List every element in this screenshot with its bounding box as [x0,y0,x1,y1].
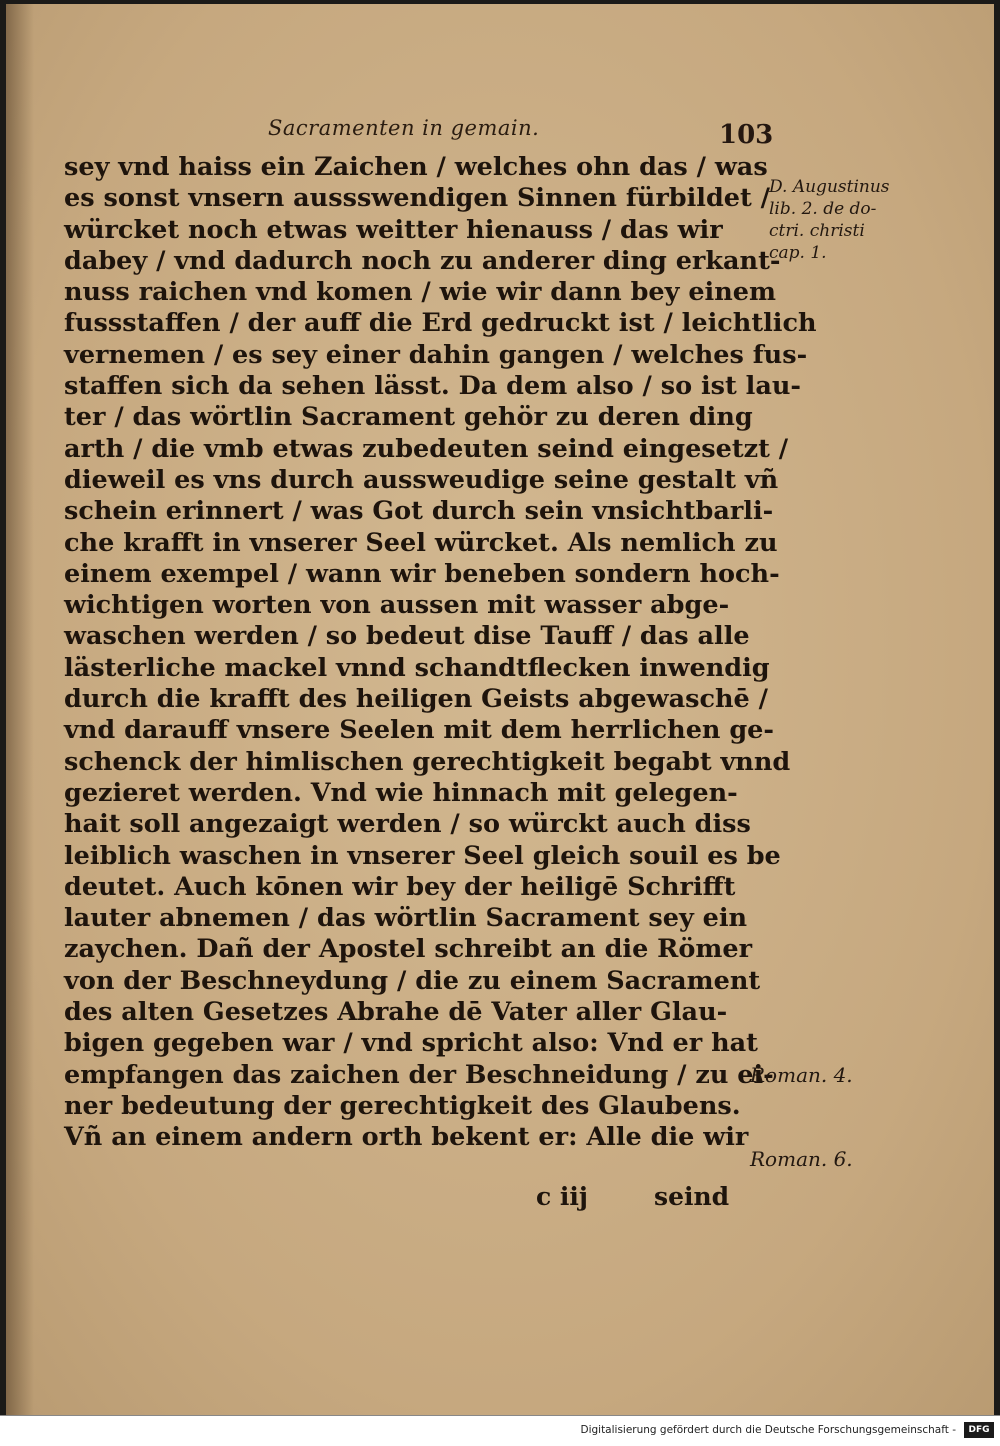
text-line: waschen werden / so bedeut dise Tauff / das alle [64,621,750,652]
text-line: zaychen. Dañ der Apostel schreibt an die Römer [64,934,753,965]
text-line: ter / das wörtlin Sacrament gehör zu deren ding [64,402,753,433]
text-line: leiblich waschen in vnserer Seel gleich souil es be [64,840,781,871]
page-number: 103 [719,120,774,150]
text-line: Vñ an einem andern orth bekent er: Alle die wir [64,1122,749,1153]
text-line: würcket noch etwas weitter hienauss / das wir [64,214,723,245]
text-line: durch die krafft des heiligen Geists abgewaschē / [64,684,768,715]
text-line: empfangen das zaichen der Beschneidung / zu ei- [64,1059,774,1090]
text-line: lästerliche mackel vnnd schandtflecken inwendig [64,652,770,683]
dfg-logo: DFG [964,1422,994,1438]
book-page [6,4,994,1416]
margin-note-line: D. Augustinus [769,177,890,197]
text-line: vnd darauff vnsere Seelen mit dem herrlichen ge- [64,715,774,746]
text-line: bigen gegeben war / vnd spricht also: Vnd er hat [64,1028,758,1059]
text-line: deutet. Auch kōnen wir bey der heiligē Schrifft [64,871,736,902]
text-line: sey vnd haiss ein Zaichen / welches ohn das / was [64,152,768,182]
text-line: lauter abnemen / das wörtlin Sacrament sey ein [64,903,748,934]
text-line: dabey / vnd dadurch noch zu anderer ding erkant- [64,245,781,276]
text-line: schenck der himlischen gerechtigkeit begabt vnnd [64,746,791,777]
margin-note-roman6: Roman. 6. [750,1147,853,1171]
text-line: schein erinnert / was Got durch sein vnsichtbarli- [64,496,774,527]
funding-credit: Digitalisierung gefördert durch die Deutsche Forschungsgemeinschaft - [580,1424,956,1436]
catchword: seind [654,1182,730,1211]
text-line: staffen sich da sehen lässt. Da dem also / so ist lau- [64,371,802,402]
margin-note-line: ctri. christi [769,221,865,241]
margin-note-augustinus [769,176,939,264]
text-line: ner bedeutung der gerechtigkeit des Glaubens. [64,1090,741,1121]
text-line: von der Beschneydung / die zu einem Sacrament [64,965,761,996]
signature-mark: c iij [536,1182,588,1211]
text-line: wichtigen worten von aussen mit wasser abge- [64,590,730,621]
footer-bar [0,1415,1000,1446]
text-line: dieweil es vns durch aussweudige seine gestalt vñ [64,464,779,495]
text-line: fussstaffen / der auff die Erd gedruckt ist / leichtlich [64,308,817,339]
text-line: hait soll angezaigt werden / so würckt auch diss [64,809,751,840]
margin-note-line: lib. 2. de do- [769,199,877,219]
margin-note-roman4: Roman. 4. [750,1063,853,1087]
margin-note-line: cap. 1. [769,243,827,263]
text-line: des alten Gesetzes Abrahe dē Vater aller Glau- [64,997,728,1028]
text-line: che krafft in vnserer Seel würcket. Als nemlich zu [64,527,778,558]
text-line: gezieret werden. Vnd wie hinnach mit gelegen- [64,777,738,808]
running-title: Sacramenten in gemain. [268,116,540,140]
text-line: arth / die vmb etwas zubedeuten seind eingesetzt / [64,433,789,464]
text-line: vernemen / es sey einer dahin gangen / welches fus- [64,339,808,370]
text-line: es sonst vnsern aussswendigen Sinnen fürbildet / [64,183,770,214]
text-line: einem exempel / wann wir beneben sondern hoch- [64,558,780,589]
text-line: nuss raichen vnd komen / wie wir dann bey einem [64,277,776,308]
